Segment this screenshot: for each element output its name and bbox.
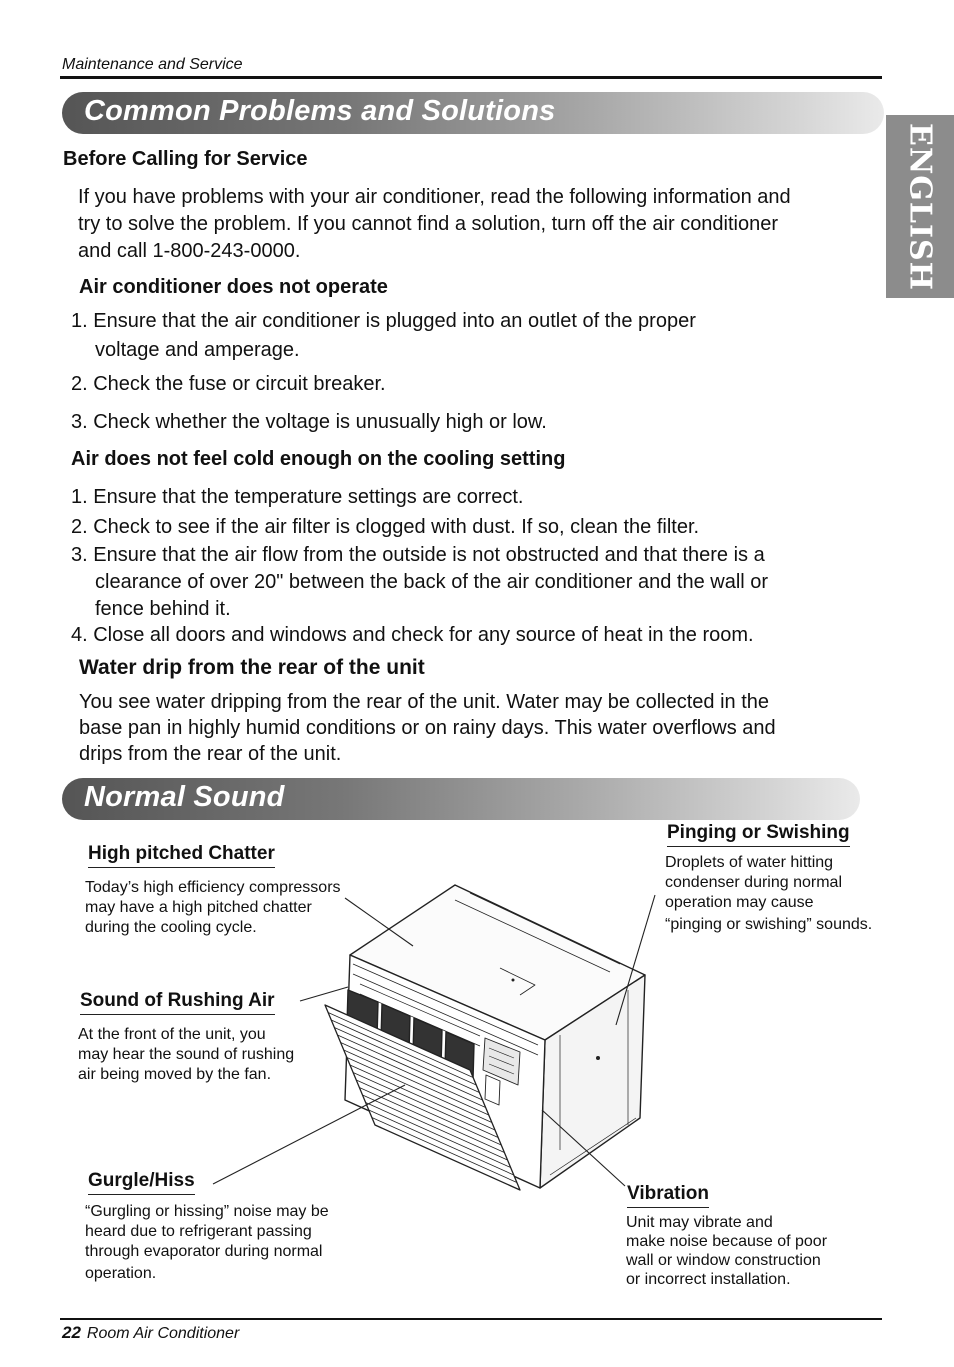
not-cold-item-1: 1. Ensure that the temperature settings are correct.	[71, 486, 524, 508]
text-line: condenser during normal	[665, 874, 842, 891]
text-line: or incorrect installation.	[626, 1271, 791, 1288]
callout-gurgle-hiss	[88, 1170, 195, 1195]
not-cold-item-4: 4. Close all doors and windows and check for any source of heat in the room.	[71, 624, 754, 646]
page-footer	[62, 1323, 239, 1343]
text-line: Unit may vibrate and	[626, 1214, 773, 1231]
not-operate-item-3: 3. Check whether the voltage is unusually high or low.	[71, 411, 547, 433]
text-line: Today’s high efficiency compressors	[85, 879, 341, 896]
text-line: If you have problems with your air conditioner, read the following information and	[78, 186, 791, 208]
callout-title: Gurgle/Hiss	[88, 1170, 195, 1195]
text-line: Droplets of water hitting	[665, 854, 834, 871]
not-cold-item-2: 2. Check to see if the air filter is clogged with dust. If so, clean the filter.	[71, 516, 700, 538]
text-line: may hear the sound of rushing	[78, 1046, 295, 1063]
callout-sound-of-rushing-air-text	[78, 1025, 294, 1085]
text-line: You see water dripping from the rear of the unit. Water may be collected in the	[79, 691, 769, 713]
text-line: operation may cause	[665, 894, 814, 911]
text-line: through evaporator during normal	[85, 1243, 323, 1260]
text-line: wall or window construction	[626, 1252, 821, 1269]
item-line: 1. Ensure that the air conditioner is plugged into an outlet of the proper	[71, 310, 696, 332]
item-line: voltage and amperage.	[95, 339, 300, 361]
callout-high-pitched-chatter-text	[85, 878, 341, 938]
text-line: At the front of the unit, you	[78, 1026, 266, 1043]
text-line: heard due to refrigerant passing	[85, 1223, 312, 1240]
callout-pinging-or-swishing-text	[665, 853, 872, 935]
text-line: make noise because of poor	[626, 1233, 828, 1250]
callout-title: Pinging or Swishing	[667, 822, 850, 847]
callout-high-pitched-chatter	[88, 843, 275, 868]
text-line: try to solve the problem. If you cannot find a solution, turn off the air conditioner	[78, 213, 779, 235]
not-cold-heading: Air does not feel cold enough on the cooling setting	[71, 448, 566, 470]
not-operate-heading: Air conditioner does not operate	[79, 276, 388, 298]
not-operate-item-2: 2. Check the fuse or circuit breaker.	[71, 373, 386, 395]
item-line: 3. Ensure that the air flow from the outside is not obstructed and that there is a	[71, 544, 765, 566]
before-calling-heading: Before Calling for Service	[63, 148, 308, 170]
text-line: “Gurgling or hissing” noise may be	[85, 1203, 329, 1220]
before-calling-text	[78, 184, 791, 265]
callout-vibration	[627, 1183, 709, 1208]
callout-gurgle-hiss-text	[85, 1202, 329, 1284]
callout-title: Vibration	[627, 1183, 709, 1208]
section-banner-normal-sound	[62, 778, 860, 820]
item-line: clearance of over 20" between the back of the air conditioner and the wall or	[95, 571, 769, 593]
text-line: may have a high pitched chatter	[85, 899, 312, 916]
text-line: operation.	[85, 1265, 157, 1282]
text-line: drips from the rear of the unit.	[79, 743, 342, 765]
section-title: Normal Sound	[84, 781, 285, 813]
item-line: fence behind it.	[95, 598, 231, 620]
text-line: base pan in highly humid conditions or on rainy days. This water overflows and	[79, 717, 776, 739]
callout-pinging-or-swishing	[667, 822, 850, 847]
language-tab-label: ENGLISH	[902, 122, 938, 291]
water-drip-heading: Water drip from the rear of the unit	[79, 656, 425, 679]
water-drip-text	[79, 689, 776, 767]
callout-title: Sound of Rushing Air	[80, 990, 275, 1015]
language-tab	[886, 115, 954, 298]
callout-title: High pitched Chatter	[88, 843, 275, 868]
not-cold-item-3	[71, 542, 768, 623]
header-rule	[60, 76, 882, 79]
section-title: Common Problems and Solutions	[84, 95, 556, 127]
callout-sound-of-rushing-air	[80, 990, 275, 1015]
text-line: and call 1-800-243-0000.	[78, 240, 301, 262]
footer-rule	[60, 1318, 882, 1320]
not-operate-item-1	[71, 308, 696, 364]
product-name: Room Air Conditioner	[86, 1325, 240, 1342]
running-header: Maintenance and Service	[62, 56, 243, 73]
text-line: air being moved by the fan.	[78, 1066, 272, 1083]
callout-vibration-text	[626, 1213, 827, 1289]
page-number: 22	[62, 1323, 81, 1342]
text-line: “pinging or swishing” sounds.	[665, 916, 873, 933]
section-banner-common-problems	[62, 92, 884, 134]
text-line: during the cooling cycle.	[85, 919, 257, 936]
